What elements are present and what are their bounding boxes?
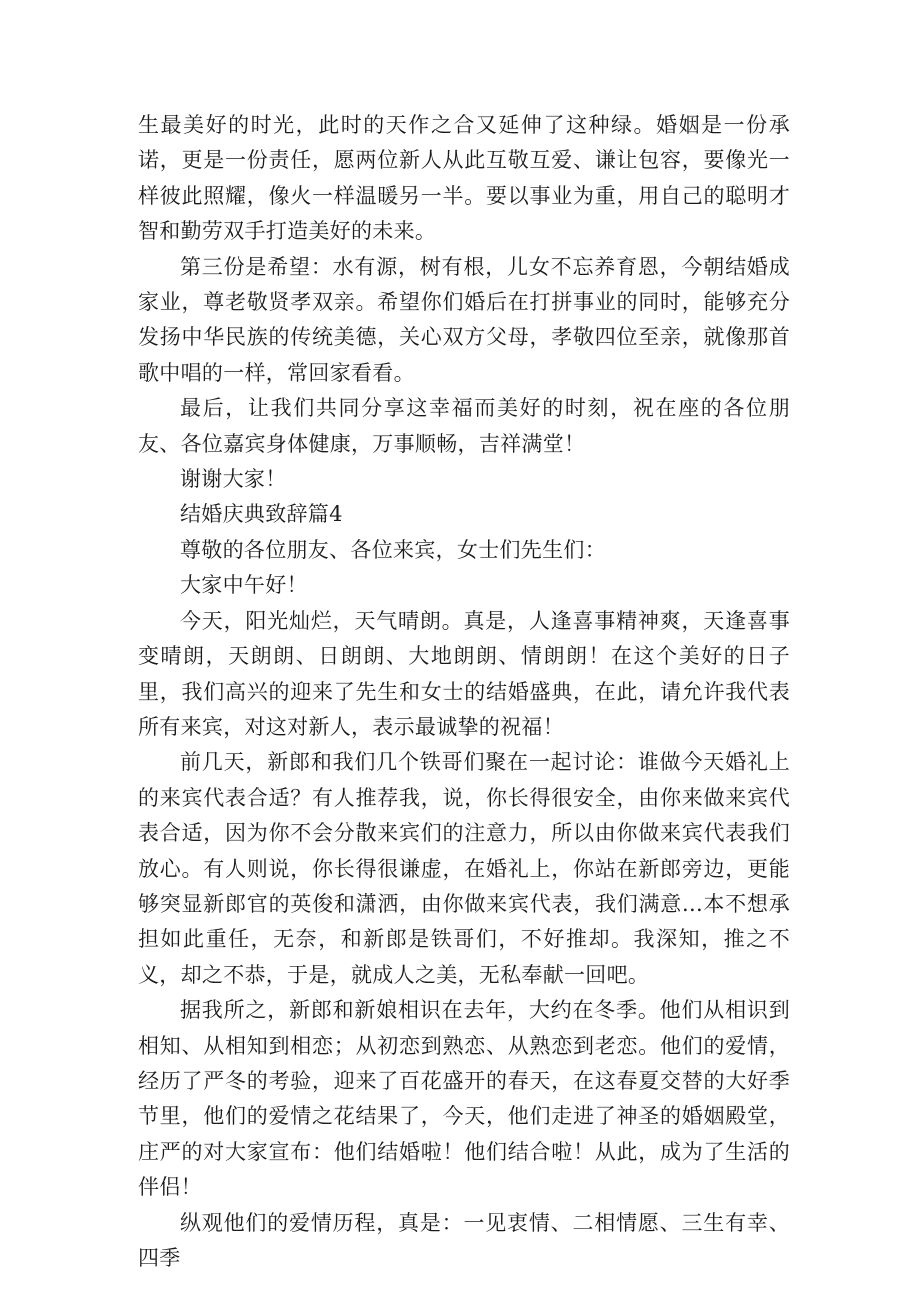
paragraph: 最后，让我们共同分享这幸福而美好的时刻，祝在座的各位朋友、各位嘉宾身体健康，万事顺畅，吉祥满堂！ bbox=[138, 396, 790, 456]
paragraph: 今天，阳光灿烂，天气晴朗。真是，人逢喜事精神爽，天逢喜事变晴朗，天朗朗、日朗朗、大地朗朗、情朗朗！在这个美好的日子里，我们高兴的迎来了先生和女士的结婚盛典，在此，请允许我代表所有来宾，对这对新人，表示最诚挚的祝福！ bbox=[138, 608, 790, 739]
section-heading: 结婚庆典致辞篇4 bbox=[180, 502, 343, 527]
paragraph: 生最美好的时光，此时的天作之合又延伸了这种绿。婚姻是一份承诺，更是一份责任，愿两位新人从此互敬互爱、谦让包容，要像光一样彼此照耀，像火一样温暖另一半。要以事业为重，用自己的聪明才智和勤劳双手打造美好的未来。 bbox=[138, 113, 790, 244]
document-body bbox=[138, 108, 790, 1276]
paragraph: 前几天，新郎和我们几个铁哥们聚在一起讨论：谁做今天婚礼上的来宾代表合适？有人推荐我，说，你长得很安全，由你来做来宾代表合适，因为你不会分散来宾们的注意力，所以由你做来宾代表我们放心。有人则说，你长得很谦虚，在婚礼上，你站在新郎旁边，更能够突显新郎官的英俊和潇洒，由你做来宾代表，我们满意...本不想承担如此重任，无奈，和新郎是铁哥们，不好推却。我深知，推之不义，却之不恭，于是，就成人之美，无私奉献一回吧。 bbox=[138, 750, 790, 987]
paragraph: 纵观他们的爱情历程，真是：一见衷情、二相情愿、三生有幸、四季 bbox=[138, 1210, 790, 1270]
salutation: 尊敬的各位朋友、各位来宾，女士们先生们： bbox=[180, 537, 606, 562]
paragraph: 第三份是希望：水有源，树有根，儿女不忘养育恩，今朝结婚成家业，尊老敬贤孝双亲。希望你们婚后在打拼事业的同时，能够充分发扬中华民族的传统美德，关心双方父母，孝敬四位至亲，就像那首歌中唱的一样，常回家看看。 bbox=[138, 254, 790, 385]
paragraph: 谢谢大家！ bbox=[180, 467, 287, 492]
greeting: 大家中午好！ bbox=[180, 573, 308, 598]
paragraph: 据我所之，新郎和新娘相识在去年，大约在冬季。他们从相识到相知、从相知到相恋；从初恋到熟恋、从熟恋到老恋。他们的爱情，经历了严冬的考验，迎来了百花盛开的春天，在这春夏交替的大好季节里，他们的爱情之花结果了，今天，他们走进了神圣的婚姻殿堂，庄严的对大家宣布：他们结婚啦！他们结合啦！从此，成为了生活的伴侣！ bbox=[138, 998, 790, 1200]
